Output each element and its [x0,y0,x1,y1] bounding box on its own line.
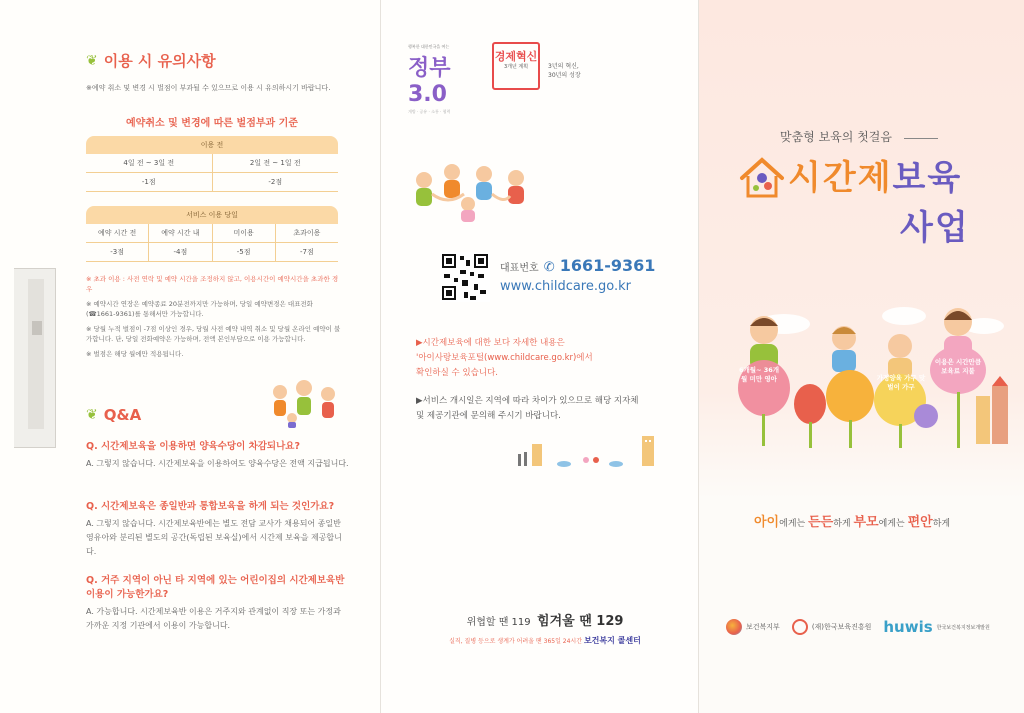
answer: A. 그렇지 않습니다. 시간제보육을 이용하여도 양육수당은 전액 지급됩니다. [86,459,349,468]
info-block [416,336,678,381]
kcpi-emblem-icon [792,619,808,635]
table-cell: -7점 [300,248,314,256]
children-circle-illustration [408,160,538,222]
flower-label: 이용은 시간만큼 보육료 지불 [934,358,982,375]
table-cell: 예약 시간 내 [149,224,212,242]
welfare-hotline [400,610,690,646]
org-name: huwis [883,618,933,636]
binder-tab [14,268,56,448]
note-item: ※ 당월 누적 벌점이 -7점 이상인 경우, 당월 사전 예약 내역 취소 및 당월 온라인 예약이 불가합니다. 단, 당일 전화예약은 가능하며, 전액 본인부담으로 이용 가능합니다. [86,325,341,343]
organization-logos [726,618,990,636]
org-logo [883,618,989,636]
question: Q. 시간제보육을 이용하면 양육수당이 차감되나요? [86,441,300,452]
hotline-129: 힘겨울 땐 129 [537,614,624,629]
info-line: ▶시간제보육에 대한 보다 자세한 내용은 [416,338,565,348]
phone-icon: ✆ [543,260,555,275]
usage-title: 이용 시 유의사항 [103,52,216,70]
org-logo [726,619,780,635]
answer: A. 가능합니다. 시간제보육반 이용은 거주지와 관계없이 직장 또는 가정과 가까운 지정 기관에서 이용이 가능합니다. [86,607,341,630]
qr-code[interactable] [440,252,490,302]
table-header: 이용 전 [86,136,338,154]
website-link[interactable]: www.childcare.go.kr [500,279,631,294]
hotline-119: 위협할 땐 119 [466,617,531,628]
note-item: ※ 벌점은 해당 월에만 적용됩니다. [86,350,184,358]
table-cell: 초과이용 [293,229,321,237]
slogan-part: 하게 [932,519,951,529]
cover-title-line2: 사업 [900,208,970,248]
contact-block [500,256,655,294]
slogan-part: 부모 [853,515,879,530]
table-row [86,154,338,173]
question: Q. 거주 지역이 아닌 타 지역에 있는 어린이집의 시간제보육반 이용이 가능한가요? [86,575,345,600]
question: Q. 시간제보육은 종일반과 통합보육을 하게 되는 것인가요? [86,501,335,512]
org-name: (재)한국보육진흥원 [811,623,872,631]
gov-logo-text: 정부 [408,56,451,81]
org-name: 보건복지부 [746,623,780,631]
info-line: ▶서비스 개시일은 지역에 따라 차이가 있으므로 해당 지자체 [416,396,639,406]
info-line: 및 제공기관에 문의해 주시기 바랍니다. [416,411,561,421]
econ-slogan-line: 3년의 혁신, [548,63,579,70]
qa-item [86,500,350,559]
cover-slogan [754,511,950,530]
note-item: ※ 예약시간 연장은 예약종료 20분전까지만 가능하며, 당일 예약변경은 대표전화(☎1661-9361)를 통해서만 가능합니다. [86,300,313,318]
cover-title-part: 보육 [892,158,963,198]
phone-number[interactable]: 1661-9361 [559,256,656,275]
penalty-table-day [86,206,338,262]
org-name: 한국보건복지정보개발원 [936,624,990,631]
qa-item [86,440,350,471]
hotline-callcenter: 보건복지 콜센터 [583,636,641,645]
slogan-part: 아이 [754,515,780,530]
table-cell: -5점 [213,243,276,261]
sprout-icon: ❦ [86,407,98,423]
table-row [86,243,338,262]
qa-section-header [86,406,141,424]
econ-logo-sub: 3개년 계획 [503,64,529,70]
penalty-notes [86,274,342,364]
econ-slogan-line: 30년의 성장 [548,72,581,79]
house-logo-icon [738,156,786,200]
penalty-title: 예약취소 및 변경에 따른 벌점부과 기준 [126,118,298,129]
org-logo [792,619,872,635]
gov30-logo [408,44,483,114]
children-illustration [266,378,346,428]
qa-item [86,574,350,633]
qa-title: Q&A [103,406,142,424]
slogan-part: 든든 [808,515,834,530]
econ-logo-text: 경제혁신 [494,50,538,63]
fold-line [380,0,381,713]
penalty-table-before [86,136,338,192]
info-block [416,394,678,424]
town-illustration [514,434,664,470]
table-cell: 예약 시간 전 [86,224,149,242]
table-cell: 2일 전 ~ 1일 전 [249,159,301,167]
hotline-desc: 실직, 질병 등으로 생계가 어려울 땐 365일 24시간 [449,638,583,645]
cover-title-part: 시간제 [788,158,893,198]
table-cell: 미이용 [213,224,276,242]
info-line: '아이사랑보육포털(www.childcare.go.kr)에서 [416,353,593,363]
cover-title-line1 [788,150,962,199]
phone-label: 대표번호 [500,263,539,274]
gov-logo-caption: 행복한 대한민국을 여는 [408,44,450,49]
table-cell: -3점 [86,243,149,261]
flower-label: 6개월~ 36개월 미만 영아 [738,366,780,383]
slogan-part: 에게는 [779,519,806,529]
sprout-icon: ❦ [86,52,98,69]
info-line: 확인하실 수 있습니다. [416,368,499,378]
mohw-emblem-icon [726,619,742,635]
table-cell: -2점 [268,178,283,186]
usage-section-header [86,50,216,71]
table-header: 서비스 이용 당일 [86,206,338,224]
gov-logo-tags: 개방 · 공유 · 소통 · 협력 [408,109,451,114]
slogan-part: 에게는 [878,519,905,529]
table-row [86,224,338,243]
fold-line [698,0,699,713]
flower-label: 가정양육 가구 맞벌이 가구 [876,374,926,391]
tagline-rule [904,138,938,139]
table-cell: -4점 [149,243,212,261]
econ-slogan [548,62,581,80]
usage-note: ※예약 취소 및 변경 시 벌점이 부과될 수 있으므로 이용 시 유의하시기 바랍니다. [86,84,331,92]
answer: A. 그렇지 않습니다. 시간제보육반에는 별도 전담 교사가 채용되어 종일반 영유아와 분리된 별도의 공간(독립된 보육실)에서 시간제 보육을 제공합니다. [86,519,342,556]
gov-logo-number: 3.0 [408,82,447,107]
table-cell: -1점 [86,173,213,191]
table-cell: 4일 전 ~ 3일 전 [86,154,213,172]
econ-innovation-logo [492,42,540,90]
cover-tagline: 맞춤형 보육의 첫걸음 [780,130,892,144]
note-item: ※ 초과 이용 : 사전 연락 및 예약 시간을 조정하지 않고, 이용시간이 예약시간을 초과한 경우 [86,275,339,293]
table-row [86,173,338,192]
slogan-part: 하게 [833,519,851,529]
slogan-part: 편안 [907,515,933,530]
